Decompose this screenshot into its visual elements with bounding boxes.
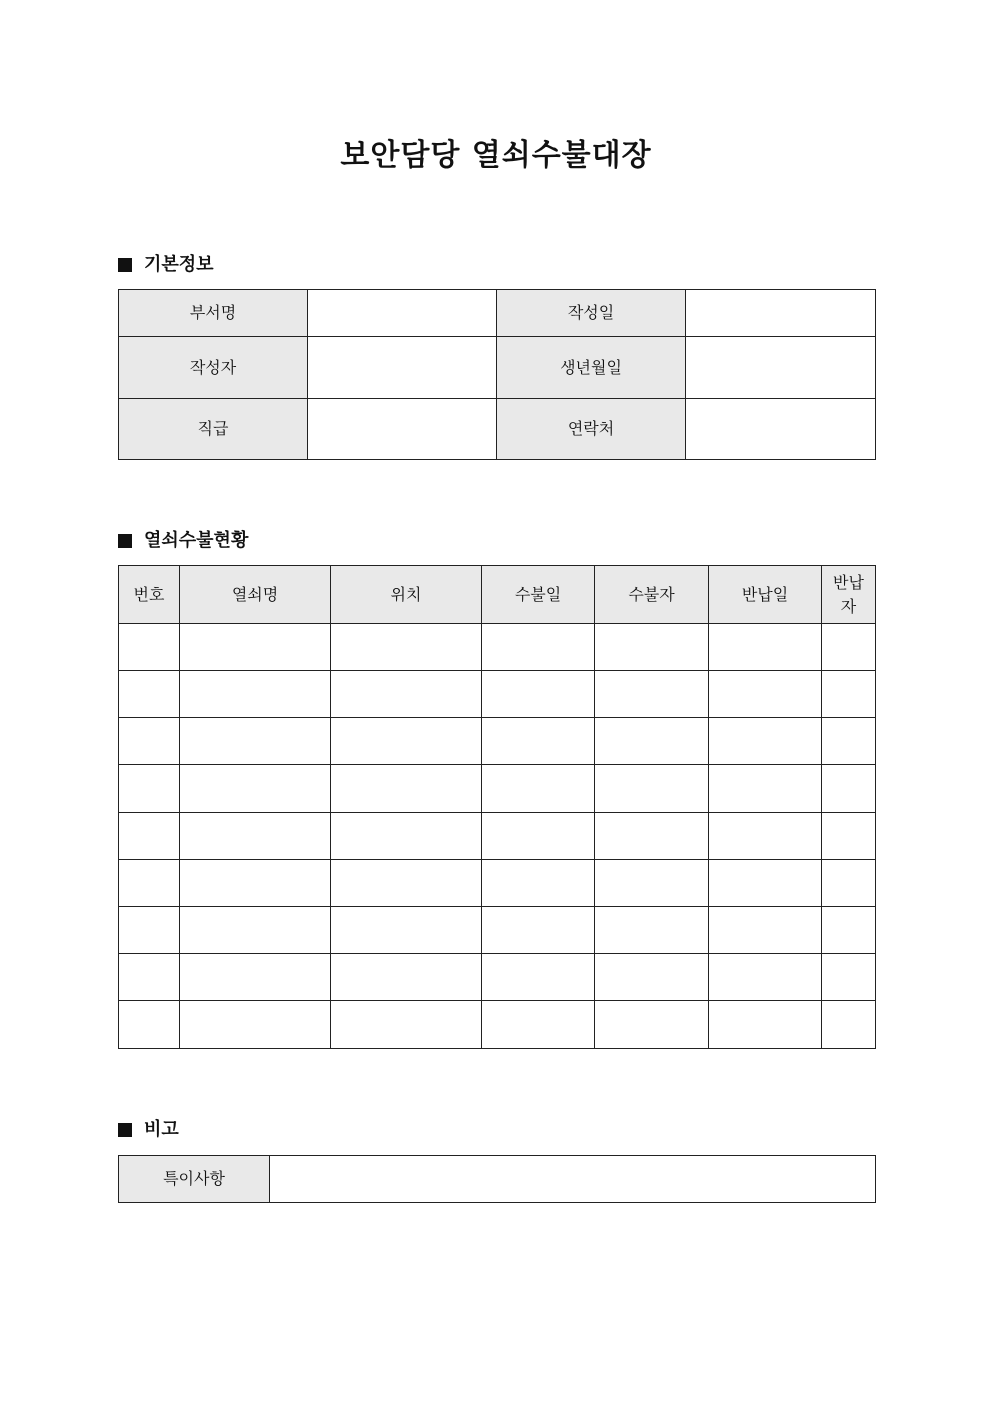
- column-header-number: 번호: [119, 566, 180, 624]
- table-row: [119, 1156, 876, 1203]
- contact-field[interactable]: [686, 399, 876, 460]
- returner-cell[interactable]: [822, 1001, 876, 1048]
- issuer-cell[interactable]: [595, 1001, 709, 1048]
- table-row: [119, 624, 876, 671]
- location-cell[interactable]: [331, 1001, 482, 1048]
- section-heading-remarks: [118, 1118, 179, 1142]
- return-date-cell[interactable]: [709, 718, 822, 765]
- square-bullet-icon: [118, 1123, 132, 1137]
- row-number-cell[interactable]: [119, 906, 180, 953]
- author-label: 작성자: [119, 337, 308, 399]
- position-field[interactable]: [308, 399, 497, 460]
- row-number-cell[interactable]: [119, 812, 180, 859]
- issuer-cell[interactable]: [595, 624, 709, 671]
- returner-cell[interactable]: [822, 906, 876, 953]
- return-date-cell[interactable]: [709, 906, 822, 953]
- row-number-cell[interactable]: [119, 624, 180, 671]
- special-notes-field[interactable]: [270, 1156, 876, 1203]
- returner-cell[interactable]: [822, 765, 876, 812]
- department-label: 부서명: [119, 290, 308, 337]
- table-row: [119, 765, 876, 812]
- location-cell[interactable]: [331, 954, 482, 1001]
- section-heading-label: 비고: [144, 1119, 179, 1140]
- row-number-cell[interactable]: [119, 671, 180, 718]
- return-date-cell[interactable]: [709, 1001, 822, 1048]
- row-number-cell[interactable]: [119, 765, 180, 812]
- key-name-cell[interactable]: [180, 765, 331, 812]
- key-name-cell[interactable]: [180, 671, 331, 718]
- issue-date-cell[interactable]: [482, 765, 595, 812]
- key-name-cell[interactable]: [180, 624, 331, 671]
- date-written-field[interactable]: [686, 290, 876, 337]
- returner-cell[interactable]: [822, 718, 876, 765]
- location-cell[interactable]: [331, 765, 482, 812]
- return-date-cell[interactable]: [709, 812, 822, 859]
- table-row: [119, 906, 876, 953]
- section-heading-key-status: [118, 529, 248, 553]
- returner-cell[interactable]: [822, 671, 876, 718]
- page-title: 보안담당 열쇠수불대장: [340, 138, 652, 173]
- column-header-issue-date: 수불일: [482, 566, 595, 624]
- square-bullet-icon: [118, 534, 132, 548]
- return-date-cell[interactable]: [709, 671, 822, 718]
- return-date-cell[interactable]: [709, 859, 822, 906]
- square-bullet-icon: [118, 258, 132, 272]
- location-cell[interactable]: [331, 812, 482, 859]
- section-heading-label: 기본정보: [144, 254, 214, 275]
- table-row: [119, 1001, 876, 1048]
- key-status-table: [118, 565, 876, 1049]
- issuer-cell[interactable]: [595, 765, 709, 812]
- key-name-cell[interactable]: [180, 1001, 331, 1048]
- table-row: [119, 954, 876, 1001]
- birth-date-label: 생년월일: [497, 337, 686, 399]
- section-heading-basic-info: [118, 253, 214, 277]
- key-name-cell[interactable]: [180, 859, 331, 906]
- return-date-cell[interactable]: [709, 954, 822, 1001]
- returner-cell[interactable]: [822, 954, 876, 1001]
- location-cell[interactable]: [331, 671, 482, 718]
- issuer-cell[interactable]: [595, 954, 709, 1001]
- table-row: [119, 337, 876, 399]
- issue-date-cell[interactable]: [482, 906, 595, 953]
- location-cell[interactable]: [331, 624, 482, 671]
- table-row: [119, 671, 876, 718]
- key-name-cell[interactable]: [180, 954, 331, 1001]
- column-header-key-name: 열쇠명: [180, 566, 331, 624]
- issue-date-cell[interactable]: [482, 859, 595, 906]
- column-header-issuer: 수불자: [595, 566, 709, 624]
- key-name-cell[interactable]: [180, 718, 331, 765]
- date-written-label: 작성일: [497, 290, 686, 337]
- row-number-cell[interactable]: [119, 1001, 180, 1048]
- location-cell[interactable]: [331, 859, 482, 906]
- return-date-cell[interactable]: [709, 765, 822, 812]
- column-header-location: 위치: [331, 566, 482, 624]
- issuer-cell[interactable]: [595, 859, 709, 906]
- issuer-cell[interactable]: [595, 906, 709, 953]
- key-name-cell[interactable]: [180, 906, 331, 953]
- issue-date-cell[interactable]: [482, 954, 595, 1001]
- location-cell[interactable]: [331, 718, 482, 765]
- issue-date-cell[interactable]: [482, 671, 595, 718]
- table-row: [119, 290, 876, 337]
- section-heading-label: 열쇠수불현황: [144, 530, 249, 551]
- returner-cell[interactable]: [822, 624, 876, 671]
- row-number-cell[interactable]: [119, 954, 180, 1001]
- position-label: 직급: [119, 399, 308, 460]
- issuer-cell[interactable]: [595, 718, 709, 765]
- issue-date-cell[interactable]: [482, 1001, 595, 1048]
- table-row: [119, 859, 876, 906]
- issuer-cell[interactable]: [595, 812, 709, 859]
- table-row: [119, 718, 876, 765]
- return-date-cell[interactable]: [709, 624, 822, 671]
- column-header-returner: 반납 자: [822, 566, 876, 624]
- basic-info-table: [118, 289, 876, 460]
- table-header-row: [119, 566, 876, 624]
- issue-date-cell[interactable]: [482, 718, 595, 765]
- issue-date-cell[interactable]: [482, 812, 595, 859]
- special-notes-label: 특이사항: [119, 1156, 270, 1203]
- row-number-cell[interactable]: [119, 718, 180, 765]
- key-name-cell[interactable]: [180, 812, 331, 859]
- birth-date-field[interactable]: [686, 337, 876, 399]
- contact-label: 연락처: [497, 399, 686, 460]
- row-number-cell[interactable]: [119, 859, 180, 906]
- remarks-table: [118, 1155, 876, 1203]
- returner-cell[interactable]: [822, 859, 876, 906]
- issue-date-cell[interactable]: [482, 624, 595, 671]
- table-row: [119, 812, 876, 859]
- table-row: [119, 399, 876, 460]
- issuer-cell[interactable]: [595, 671, 709, 718]
- column-header-return-date: 반납일: [709, 566, 822, 624]
- location-cell[interactable]: [331, 906, 482, 953]
- returner-cell[interactable]: [822, 812, 876, 859]
- department-field[interactable]: [308, 290, 497, 337]
- author-field[interactable]: [308, 337, 497, 399]
